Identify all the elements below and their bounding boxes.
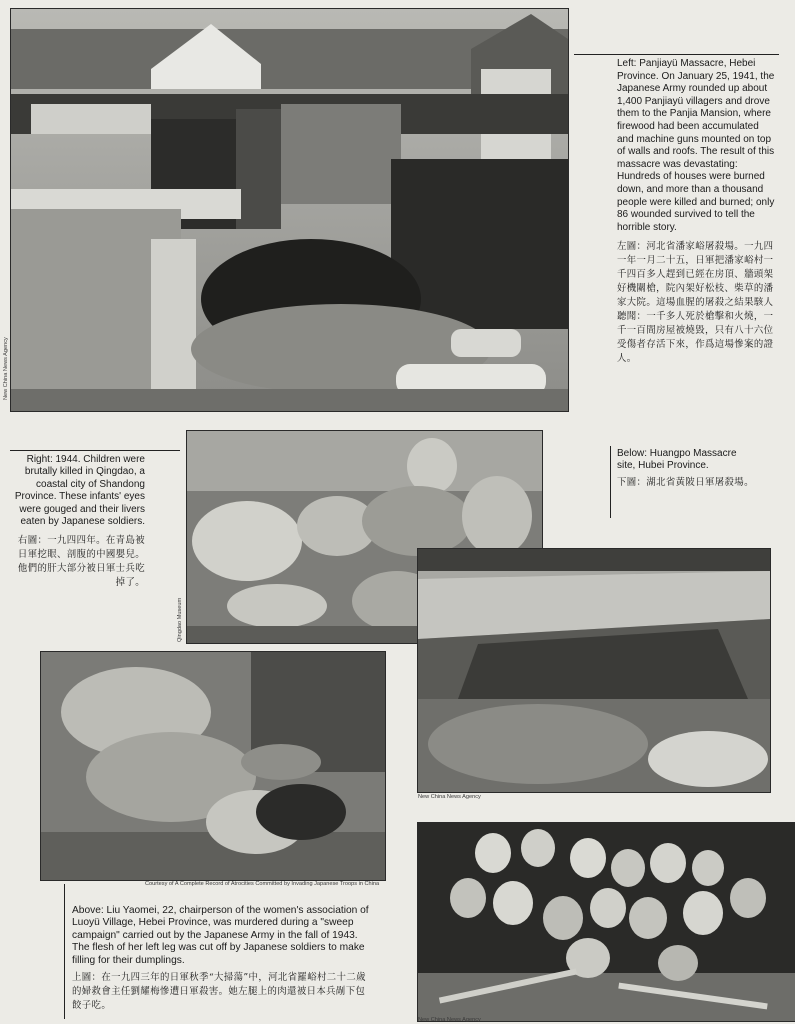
- credit-skulls: New China News Agency: [418, 1017, 481, 1023]
- caption-liu-zh: 上圖：在一九四三年的日軍秋季“大掃蕩”中，河北省羅峪村二十二歲的婦救會主任劉耀梅慘遭日軍殺害。她左腿上的肉還被日本兵剮下包餃子吃。: [72, 972, 366, 1012]
- photo-skulls: [417, 822, 795, 1022]
- photo-liu-yaomei: [40, 651, 386, 881]
- photo-huangpo-site: [417, 548, 771, 793]
- caption-panjiayu-zh: 左圖：河北省潘家峪屠殺場。一九四一年一月二十五，日軍把潘家峪村一千四百多人趕到已經在房頂、牆頭架好機關槍，院內架好松枝、柴草的潘家大院。這場血腥的屠殺之結果駭人聽聞：一千多人死於槍擊和火燒，一千一百間房屋被燒毀，只有八十六位受傷者存活下來，作爲這場慘案的證人。: [617, 241, 774, 365]
- caption-huangpo: [617, 448, 757, 490]
- credit-liu: Courtesy of A Complete Record of Atrocities Committed by Invading Japanese Troops in China: [145, 881, 380, 887]
- credit-huangpo: New China News Agency: [418, 794, 481, 800]
- caption-huangpo-zh: 下圖：湖北省黃陂日軍屠殺場。: [617, 476, 754, 488]
- caption-qingdao-zh: 右圖：一九四四年。在青島被日軍挖眼、剖腹的中國嬰兒。他們的肝大部分被日軍士兵吃掉了。: [17, 535, 145, 589]
- credit-panjiayu: New China News Agency: [3, 337, 9, 400]
- photo-panjiayu-massacre: [10, 8, 569, 412]
- caption-huangpo-en: Below: Huangpo Massacre site, Hubei Province.: [617, 448, 737, 472]
- caption-qingdao-en: Right: 1944. Children were brutally killed in Qingdao, a coastal city of Shandong Province. These infants' eyes were gouged and their livers eaten by Japanese soldiers.: [14, 454, 145, 528]
- caption-qingdao: [10, 454, 145, 590]
- caption-rule: [64, 884, 65, 1019]
- caption-liu-en: Above: Liu Yaomei, 22, chairperson of the women's association of Luoyü Village, Hebei Province, was murdered during a "sweep campaign" carried out by the Japanese Army in the fall of 1943. The flesh of her left leg was cut off by Japanese soldiers to make filling for their dumplings.: [72, 905, 369, 966]
- caption-rule: [574, 54, 779, 55]
- caption-panjiayu: [617, 58, 775, 366]
- caption-rule: [610, 446, 611, 518]
- credit-qingdao: Qingdao Museum: [177, 597, 183, 642]
- caption-panjiayu-en: Left: Panjiayü Massacre, Hebei Province. On January 25, 1941, the Japanese Army rounded up about 1,400 Panjiayü villagers and drove them to the Panjia Mansion, where firewood had been accumulated and machine guns mounted on top of walls and roofs. The result of this massacre was devastating: Hundreds of houses were burned down, and more than a thousand people were killed and burned; only 86 wounded survived to tell the horrible story.: [617, 58, 775, 233]
- caption-rule: [10, 450, 180, 451]
- caption-liu: [72, 905, 372, 1013]
